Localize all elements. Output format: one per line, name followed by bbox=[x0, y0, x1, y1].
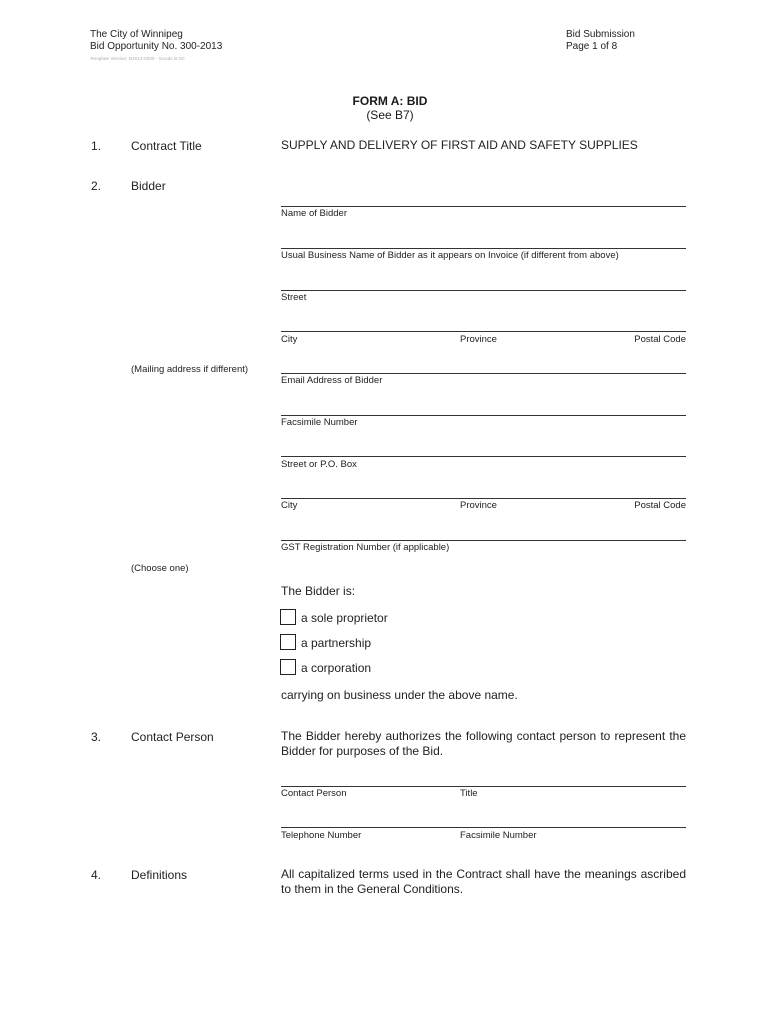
mailing-postal-code-label: Postal Code bbox=[634, 500, 686, 511]
contact-authorization-text: The Bidder hereby authorizes the following contact person to represent the Bidder for purposes of the Bid. bbox=[281, 729, 686, 758]
email-field[interactable] bbox=[281, 373, 686, 374]
facsimile-field[interactable] bbox=[281, 415, 686, 416]
contact-facsimile-label: Facsimile Number bbox=[460, 830, 537, 841]
form-subtitle: (See B7) bbox=[366, 108, 414, 122]
mailing-province-label: Province bbox=[460, 500, 497, 511]
sole-proprietor-label: a sole proprietor bbox=[301, 611, 388, 625]
partnership-checkbox[interactable] bbox=[280, 634, 296, 650]
header-city: The City of Winnipeg bbox=[90, 29, 183, 40]
corporation-checkbox[interactable] bbox=[280, 659, 296, 675]
definitions-text: All capitalized terms used in the Contract shall have the meanings ascribed to them in the General Conditions. bbox=[281, 867, 686, 896]
contract-title-value: SUPPLY AND DELIVERY OF FIRST AID AND SAFETY SUPPLIES bbox=[281, 138, 638, 152]
header-page-number: Page 1 of 8 bbox=[566, 41, 618, 52]
province-label: Province bbox=[460, 334, 497, 345]
header-bid-submission: Bid Submission bbox=[566, 29, 635, 40]
contact-person-label: Contact Person bbox=[281, 788, 347, 799]
carrying-on-business-text: carrying on business under the above name. bbox=[281, 688, 518, 702]
city-label: City bbox=[281, 334, 298, 345]
mailing-city-label: City bbox=[281, 500, 298, 511]
business-name-field[interactable] bbox=[281, 248, 686, 249]
header-bid-opportunity: Bid Opportunity No. 300-2013 bbox=[90, 41, 223, 52]
contact-title-label: Title bbox=[460, 788, 478, 799]
section-1-number: 1. bbox=[91, 139, 102, 153]
sole-proprietor-checkbox[interactable] bbox=[280, 609, 296, 625]
section-3-label: Contact Person bbox=[131, 730, 214, 744]
form-title: FORM A: BID bbox=[352, 94, 428, 108]
street-label: Street bbox=[281, 292, 307, 303]
section-1-label: Contract Title bbox=[131, 139, 202, 153]
street-field[interactable] bbox=[281, 290, 686, 291]
choose-one-note: (Choose one) bbox=[131, 563, 189, 574]
contact-person-title-field[interactable] bbox=[281, 786, 686, 787]
name-of-bidder-label: Name of Bidder bbox=[281, 208, 348, 219]
contact-phone-fax-field[interactable] bbox=[281, 827, 686, 828]
partnership-label: a partnership bbox=[301, 636, 372, 650]
telephone-number-label: Telephone Number bbox=[281, 830, 362, 841]
street-po-box-label: Street or P.O. Box bbox=[281, 459, 357, 470]
mailing-address-note: (Mailing address if different) bbox=[131, 364, 249, 375]
email-label: Email Address of Bidder bbox=[281, 375, 383, 386]
section-4-label: Definitions bbox=[131, 868, 188, 882]
street-po-box-field[interactable] bbox=[281, 456, 686, 457]
corporation-label: a corporation bbox=[301, 661, 372, 675]
name-of-bidder-field[interactable] bbox=[281, 206, 686, 207]
gst-number-field[interactable] bbox=[281, 540, 686, 541]
section-4-number: 4. bbox=[91, 868, 102, 882]
header-template-note: Template Version: D2013-0020 - Goods B-SC bbox=[90, 56, 186, 61]
section-2-label: Bidder bbox=[131, 179, 166, 193]
facsimile-label: Facsimile Number bbox=[281, 417, 358, 428]
mailing-city-province-postal-field[interactable] bbox=[281, 498, 686, 499]
gst-number-label: GST Registration Number (if applicable) bbox=[281, 542, 450, 553]
bidder-is-label: The Bidder is: bbox=[281, 584, 356, 598]
postal-code-label: Postal Code bbox=[634, 334, 686, 345]
business-name-label: Usual Business Name of Bidder as it appears on Invoice (if different from above) bbox=[281, 250, 619, 261]
section-2-number: 2. bbox=[91, 179, 102, 193]
section-3-number: 3. bbox=[91, 730, 102, 744]
city-province-postal-field[interactable] bbox=[281, 331, 686, 332]
